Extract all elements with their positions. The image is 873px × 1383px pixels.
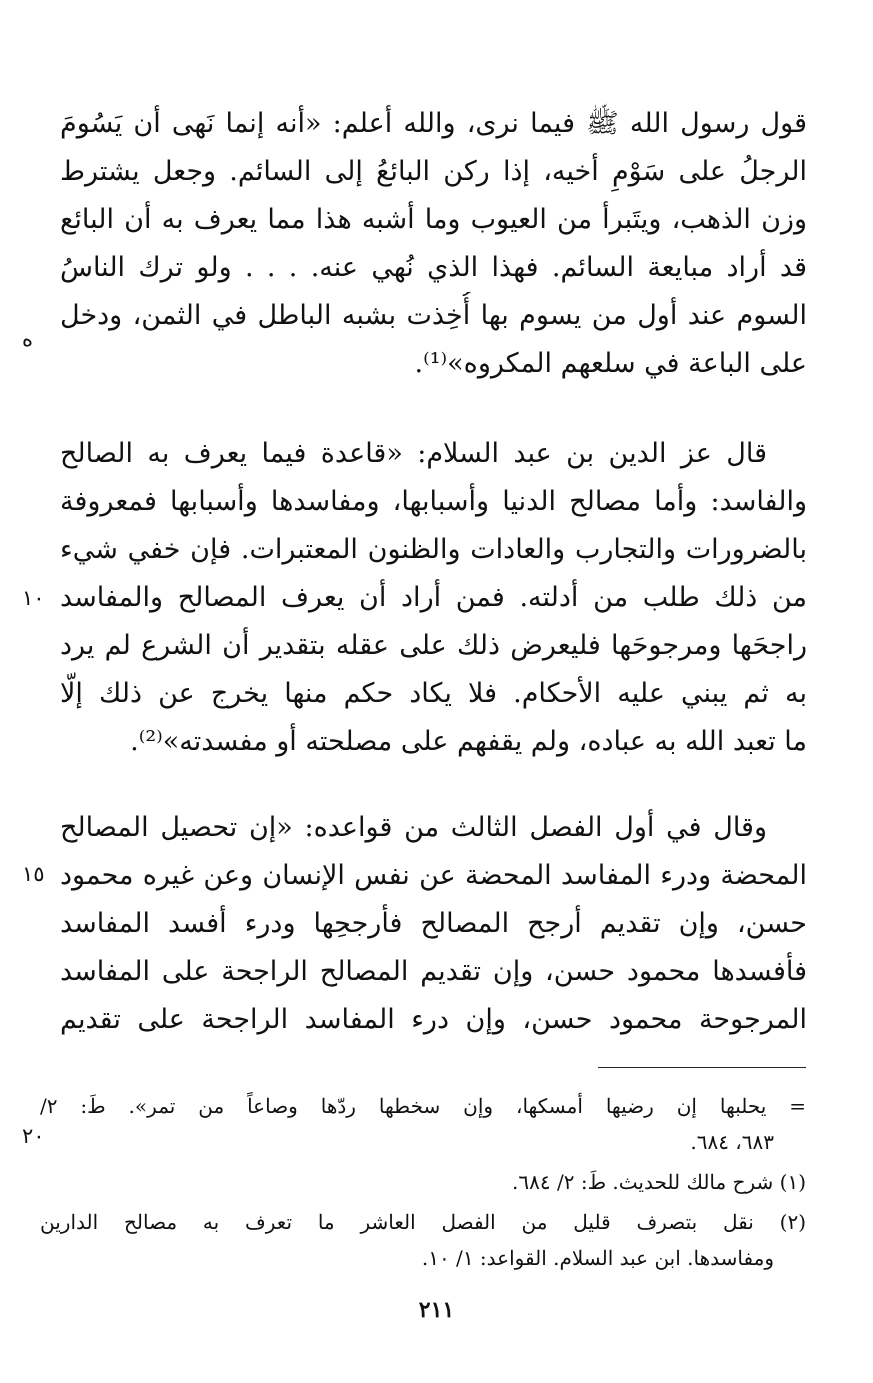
text-line: وزن الذهب، ويتَبرأ من العيوب وما أشبه هذا مما يعرف به أن البائع: [60, 204, 807, 235]
footnotes: [40, 1088, 806, 1276]
paragraph-2: [60, 430, 807, 766]
text-line: به ثم يبني عليه الأحكام. فلا يكاد حكم منها يخرج عن ذلك إلّا: [60, 678, 807, 709]
text-line: قد أراد مبايعة السائم. فهذا الذي نُهي عنه. . . . ولو ترك الناسُ: [60, 252, 807, 283]
margin-line-number: ١٠: [22, 586, 45, 610]
text-line: السوم عند أول من يسوم بها أُخِذت بشبه الباطل في الثمن، ودخل: [60, 300, 807, 331]
footnote-line: = يحلبها إن رضيها أمسكها، وإن سخطها ردّها وصاعاً من تمر». طَ: ٢/: [40, 1094, 806, 1118]
text-line: راجحَها ومرجوحَها فليعرض ذلك على عقله بتقدير أن الشرع لم يرد: [60, 630, 807, 661]
paragraph-1: [60, 100, 807, 388]
margin-line-number: ١٥: [22, 862, 45, 886]
text-line: المحضة ودرء المفاسد المحضة عن نفس الإنسان وعن غيره محمود: [60, 860, 807, 891]
text-line: فأفسدها محمود حسن، وإن تقديم المصالح الراجحة على المفاسد: [60, 956, 807, 987]
footnote-line: ومفاسدها. ابن عبد السلام. القواعد: ١/ ١٠.: [421, 1246, 774, 1270]
text-line: قال عز الدين بن عبد السلام: «قاعدة فيما يعرف به الصالح: [60, 438, 767, 469]
text-line: من ذلك طلب من أدلته. فمن أراد أن يعرف المصالح والمفاسد: [60, 582, 807, 613]
footnote-line: ٦٨٣، ٦٨٤.: [690, 1130, 774, 1154]
text-line: المرجوحة محمود حسن، وإن درء المفاسد الراجحة على تقديم: [60, 1004, 807, 1035]
text-line: قول رسول الله ﷺ فيما نرى، والله أعلم: «أنه إنما نَهى أن يَسُومَ: [60, 108, 807, 139]
footnote-separator: [598, 1067, 806, 1068]
footnote-continuation: [40, 1088, 806, 1160]
paragraph-3: [60, 804, 807, 1044]
text-line: والفاسد: وأما مصالح الدنيا وأسبابها، ومفاسدها وأسبابها فمعروفة: [60, 486, 807, 517]
margin-line-number: ه: [22, 327, 34, 351]
text-line: حسن، وإن تقديم أرجح المصالح فأرجحِها ودرء أفسد المفاسد: [60, 908, 807, 939]
text-line: بالضرورات والتجارب والعادات والظنون المعتبرات. فإن خفي شيء: [60, 534, 807, 565]
text-line: الرجلُ على سَوْمِ أخيه، إذا ركن البائعُ إلى السائم. وجعل يشترط: [60, 156, 807, 187]
margin-line-number: ٢٠: [22, 1124, 45, 1148]
page-number: ٢١١: [418, 1297, 455, 1323]
footnote-2: [40, 1204, 806, 1276]
footnote-line: (٢) نقل بتصرف قليل من الفصل العاشر ما تعرف به مصالح الدارين: [40, 1210, 806, 1234]
footnote-1: [40, 1164, 806, 1200]
footnote-line: (١) شرح مالك للحديث. طَ: ٢/ ٦٨٤.: [512, 1170, 806, 1194]
text-line: على الباعة في سلعهم المكروه»⁽¹⁾.: [414, 348, 807, 379]
text-line: وقال في أول الفصل الثالث من قواعده: «إن تحصيل المصالح: [60, 812, 767, 843]
text-line: ما تعبد الله به عباده، ولم يقفهم على مصلحته أو مفسدته»⁽²⁾.: [130, 726, 807, 757]
